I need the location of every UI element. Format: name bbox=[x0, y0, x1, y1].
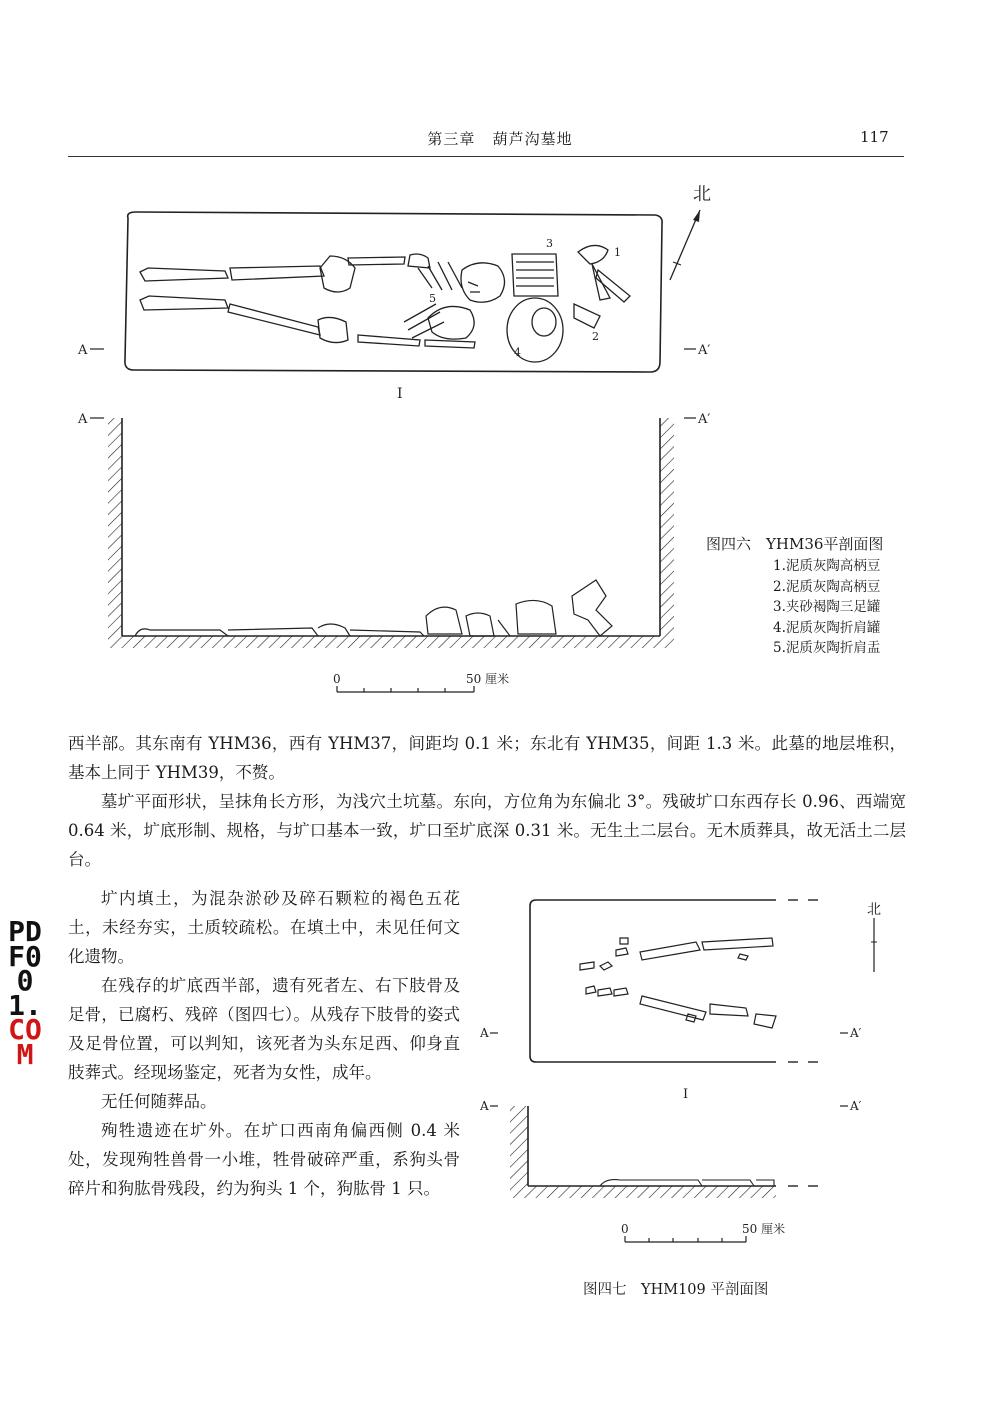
page-number: 117 bbox=[860, 128, 889, 146]
fig47-profile-mark: I bbox=[683, 1087, 689, 1102]
fig47-scale-end: 50 厘米 bbox=[742, 1222, 786, 1236]
chapter-number: 第三章 bbox=[427, 130, 476, 148]
body-text-wide bbox=[68, 729, 906, 874]
fig46-item-label-2: 2 bbox=[592, 330, 599, 343]
watermark-black: PDF001. bbox=[8, 915, 42, 1022]
fig47-north-label: 北 bbox=[867, 902, 881, 918]
paragraph-1: 西半部。其东南有 YHM36，西有 YHM37，间距均 0.1 米；东北有 YHM35，间距 1.3 米。此墓的地层堆积，基本上同于 YHM39，不赘。 bbox=[68, 734, 906, 782]
watermark bbox=[8, 915, 42, 1071]
fig46-item-label-4: 4 bbox=[514, 346, 521, 359]
fig46-vessels bbox=[428, 245, 630, 362]
fig46-item-label-3: 3 bbox=[546, 237, 553, 250]
chapter-title: 葫芦沟墓地 bbox=[492, 130, 573, 148]
body-text-narrow bbox=[68, 884, 460, 1203]
fig46-scale-bar bbox=[337, 686, 474, 692]
paragraph-3: 圹内填土，为混杂淤砂及碎石颗粒的褐色五花土，未经夯实，土质较疏松。在填土中，未见任何文化遗物。 bbox=[68, 889, 460, 966]
fig46-section-a-label: A bbox=[78, 412, 88, 427]
figure46-item-list bbox=[773, 556, 880, 659]
fig46-scale-end: 50 厘米 bbox=[466, 672, 510, 686]
figure46-item: 4.泥质灰陶折肩罐 bbox=[773, 619, 881, 636]
fig47-section-aprime-label: A′ bbox=[850, 1099, 862, 1113]
fig46-item-label-1: 1 bbox=[614, 246, 621, 259]
fig46-skeleton bbox=[140, 254, 505, 348]
paragraph-4: 在残存的圹底西半部，遗有死者左、右下肢骨及足骨，已腐朽、残碎（图四七）。从残存下肢骨的姿式及足骨位置，可以判知，该死者为头东足西、仰身直肢葬式。经现场鉴定，死者为女性，成年。 bbox=[68, 976, 460, 1082]
paragraph-6: 殉牲遗迹在圹外。在圹口西南角偏西侧 0.4 米处，发现殉牲兽骨一小堆，牲骨破碎严重，系狗头骨碎片和狗肱骨残段，约为狗头 1 个，狗肱骨 1 只。 bbox=[68, 1121, 460, 1198]
fig47-leg-bones bbox=[580, 938, 776, 1028]
fig46-north-label: 北 bbox=[693, 184, 711, 205]
fig46-section-profile bbox=[77, 412, 710, 648]
vessel-3-tripod-jar bbox=[512, 254, 558, 296]
paragraph-5: 无任何随葬品。 bbox=[101, 1092, 217, 1111]
vessel-2-stemmed-dou bbox=[596, 270, 630, 302]
fig47-section-a-label: A bbox=[480, 1099, 489, 1113]
fig46-profile-mark: I bbox=[397, 386, 403, 402]
north-arrow-icon bbox=[670, 210, 700, 280]
fig46-section-aprime-label: A′ bbox=[698, 412, 711, 427]
fig46-plan-aprime-label: A′ bbox=[698, 343, 711, 358]
fig46-item-label-5: 5 bbox=[429, 292, 436, 305]
figure47-drawing bbox=[470, 890, 890, 1260]
fig46-plan-outline bbox=[125, 212, 662, 372]
figure46-item: 2.泥质灰陶高柄豆 bbox=[773, 578, 881, 595]
figure46-item: 1.泥质灰陶高柄豆 bbox=[773, 558, 881, 574]
paragraph-2: 墓圹平面形状，呈抹角长方形，为浅穴土坑墓。东向，方位角为东偏北 3°。残破圹口东西存长 0.96、西端宽 0.64 米，圹底形制、规格，与圹口基本一致，圹口至圹底深 0.31 米。无生土二层台。无木质葬具，故无活土二层台。 bbox=[68, 792, 906, 869]
fig47-plan-a-label: A bbox=[480, 1026, 489, 1040]
figure47-caption: 图四七 YHM109 平剖面图 bbox=[583, 1282, 769, 1298]
fig46-scale-zero: 0 bbox=[333, 672, 341, 686]
fig47-scale-zero: 0 bbox=[621, 1222, 629, 1236]
fig46-plan-a-label: A bbox=[78, 343, 88, 358]
fig47-plan-aprime-label: A′ bbox=[850, 1026, 862, 1040]
figure46-item: 3.夹砂褐陶三足罐 bbox=[773, 599, 881, 615]
vessel-5-bowl bbox=[428, 306, 474, 339]
north-arrow-icon bbox=[871, 918, 877, 972]
vessel-1-stemmed-dou bbox=[578, 245, 608, 264]
watermark-red: COM bbox=[8, 1013, 42, 1071]
figure46-item: 5.泥质灰陶折肩盂 bbox=[773, 640, 881, 656]
fig47-section-profile bbox=[479, 1099, 862, 1198]
fig47-scale-bar bbox=[625, 1236, 746, 1242]
figure46-caption-title: 图四六 YHM36平剖面图 bbox=[706, 535, 884, 553]
fig47-plan-outline bbox=[530, 900, 776, 1062]
